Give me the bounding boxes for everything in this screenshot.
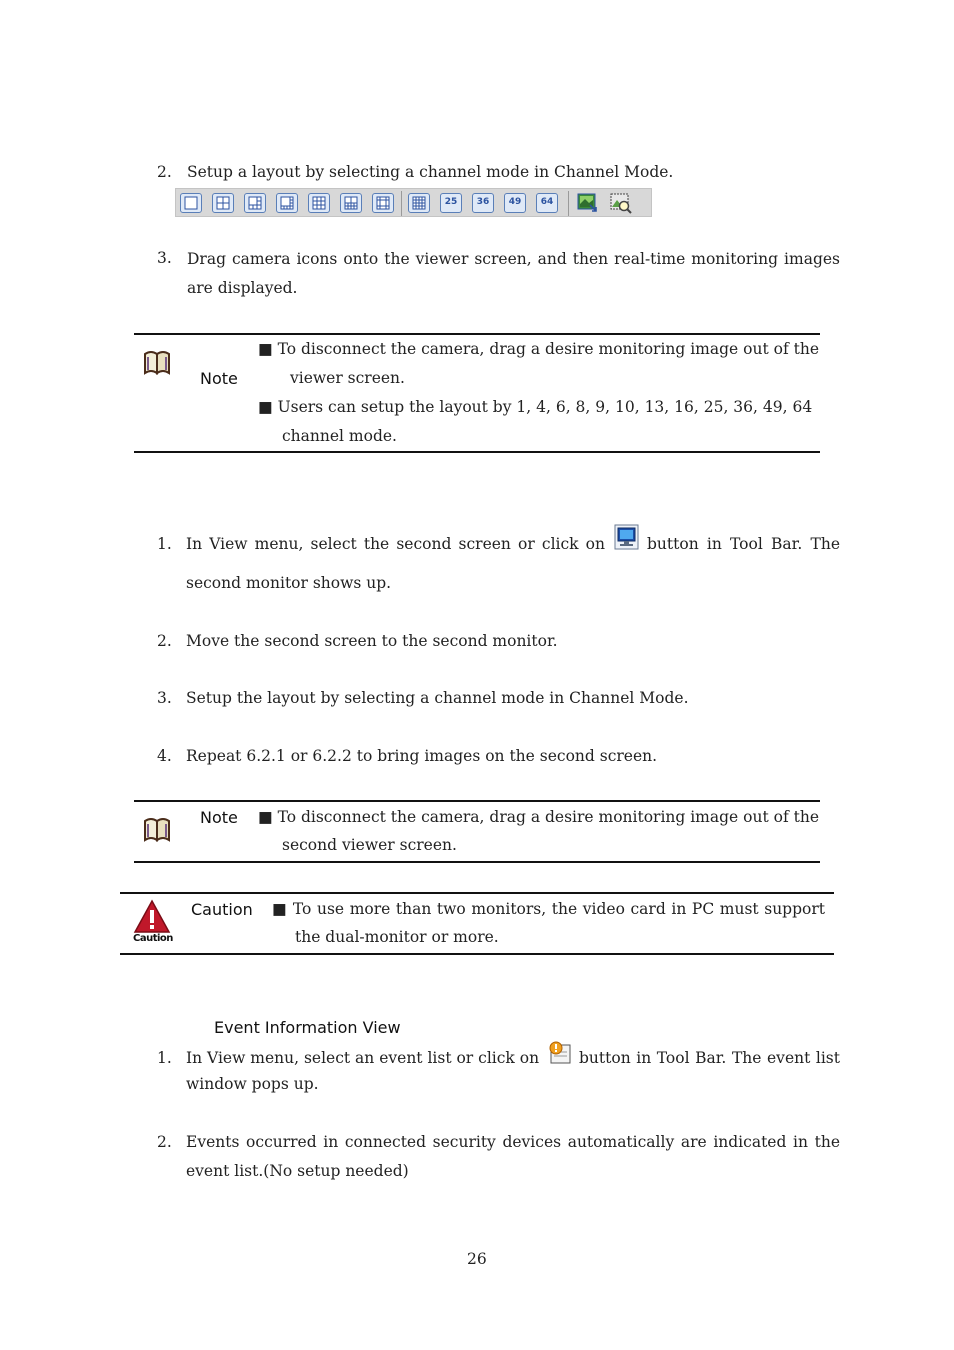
caution-label: Caution [191, 900, 253, 919]
instruction-text: Setup the layout by selecting a channel mode in Channel Mode. [186, 689, 689, 707]
instruction-text: button in Tool Bar. The event list [579, 1049, 840, 1067]
list-number: 2. [157, 1133, 172, 1151]
list-number: 4. [157, 747, 172, 765]
instruction-text: second monitor shows up. [186, 574, 392, 592]
layout-10-button[interactable] [340, 193, 362, 213]
monitor-icon[interactable] [614, 524, 639, 554]
section-heading: Event Information View [214, 1018, 401, 1037]
layout-16-button[interactable] [408, 193, 430, 213]
note-bullet-continuation: second viewer screen. [282, 836, 457, 854]
list-number: 1. [157, 1049, 172, 1067]
layout-64-label: 64 [540, 197, 554, 207]
note-bullet-continuation: viewer screen. [290, 369, 405, 387]
channel-mode-toolbar [175, 188, 652, 217]
caution-bottom-rule [120, 953, 834, 955]
instruction-line [186, 535, 840, 553]
list-number: 3. [157, 249, 172, 267]
layout-36-button[interactable] [472, 193, 494, 213]
layout-6-button[interactable] [244, 193, 266, 213]
note-bottom-rule [134, 451, 820, 453]
instruction-text: Drag camera icons onto the viewer screen, and then real-time monitoring images are displayed. [187, 250, 840, 297]
instruction-text: In View menu, select the second screen or click on [186, 535, 605, 553]
layout-64-button[interactable] [536, 193, 558, 213]
warning-triangle-icon [132, 899, 174, 947]
layout-25-label: 25 [444, 197, 458, 207]
caution-bullet: ■ To use more than two monitors, the video card in PC must support [272, 900, 825, 918]
layout-49-button[interactable] [504, 193, 526, 213]
note-bullet: ■ To disconnect the camera, drag a desire monitoring image out of the [258, 808, 819, 826]
zoom-capture-icon[interactable] [609, 192, 633, 214]
toolbar-separator [401, 191, 402, 216]
layout-9-button[interactable] [308, 193, 330, 213]
caution-icon-text: Caution [133, 933, 173, 944]
list-number: 3. [157, 689, 172, 707]
note-top-rule [134, 333, 820, 335]
instruction-text: button in Tool Bar. The [647, 535, 840, 553]
instruction-text: In View menu, select an event list or click on [186, 1049, 540, 1067]
instruction-text: Events occurred in connected security devices automatically are indicated in the event list.(No setup needed) [186, 1133, 840, 1180]
note-bullet-continuation: channel mode. [282, 427, 397, 445]
note-top-rule [134, 800, 820, 802]
instruction-text: Repeat 6.2.1 or 6.2.2 to bring images on the second screen. [186, 747, 658, 765]
book-icon [142, 348, 172, 380]
layout-8-button[interactable] [276, 193, 298, 213]
instruction-text: window pops up. [186, 1075, 319, 1093]
list-number: 2. [157, 163, 172, 181]
book-icon [142, 815, 172, 847]
note-bullet: ■ To disconnect the camera, drag a desire monitoring image out of the [258, 340, 819, 358]
list-number: 2. [157, 632, 172, 650]
event-list-icon[interactable] [547, 1041, 572, 1069]
list-number: 1. [157, 535, 172, 553]
layout-36-label: 36 [476, 197, 490, 207]
instruction-text: Move the second screen to the second monitor. [186, 632, 558, 650]
note-label: Note [200, 369, 238, 388]
layout-49-label: 49 [508, 197, 522, 207]
caution-bullet-continuation: the dual-monitor or more. [295, 928, 499, 946]
note-bullet: ■ Users can setup the layout by 1, 4, 6, 8, 9, 10, 13, 16, 25, 36, 49, 64 [258, 398, 813, 416]
layout-25-button[interactable] [440, 193, 462, 213]
page-number: 26 [467, 1250, 487, 1268]
note-bottom-rule [134, 861, 820, 863]
image-export-icon[interactable] [576, 192, 600, 214]
toolbar-separator [568, 191, 569, 216]
instruction-text: Setup a layout by selecting a channel mode in Channel Mode. [187, 163, 674, 181]
layout-4-button[interactable] [212, 193, 234, 213]
layout-13-button[interactable] [372, 193, 394, 213]
note-label: Note [200, 808, 238, 827]
layout-1-button[interactable] [180, 193, 202, 213]
caution-top-rule [120, 892, 834, 894]
